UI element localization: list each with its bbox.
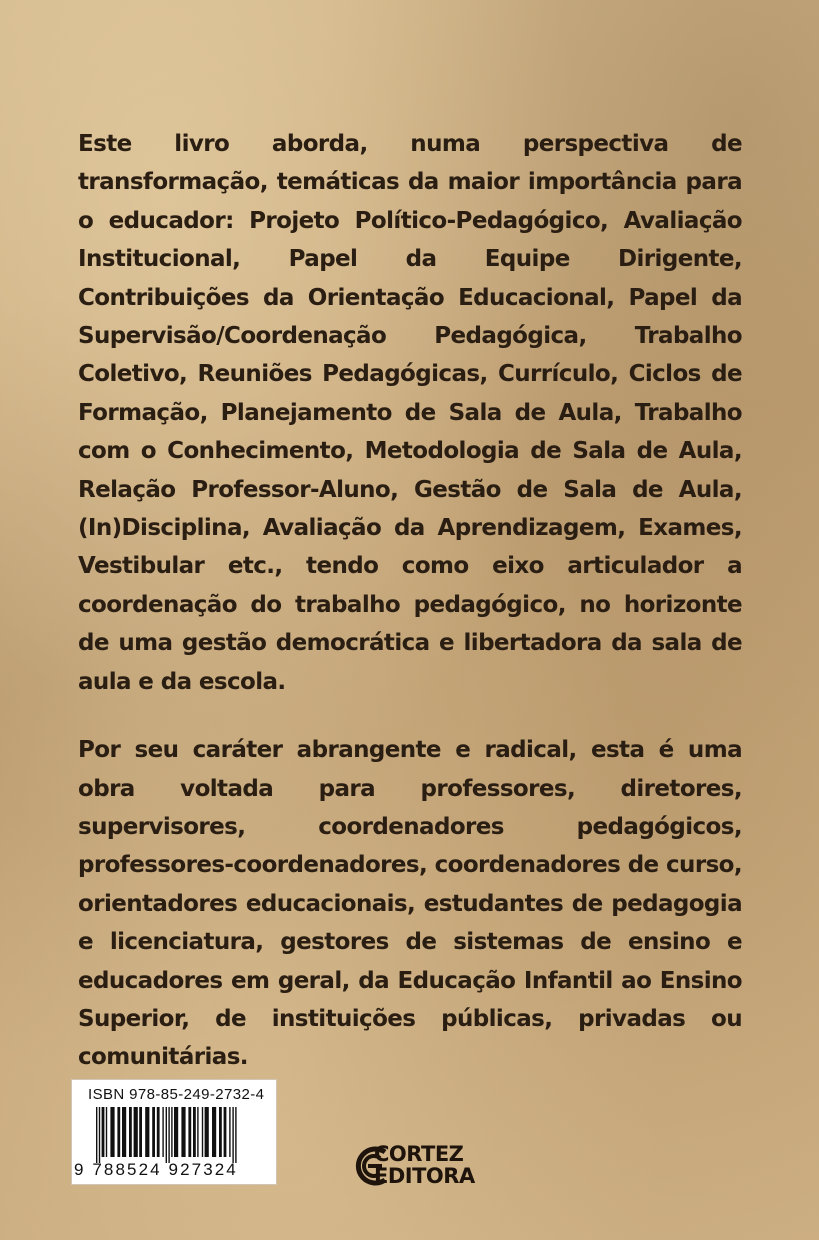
barcode bbox=[86, 1107, 264, 1163]
barcode-bar bbox=[232, 1107, 233, 1163]
barcode-bar bbox=[202, 1107, 203, 1157]
barcode-bar bbox=[99, 1107, 100, 1163]
barcode-bar bbox=[219, 1107, 222, 1157]
barcode-bar bbox=[106, 1107, 107, 1157]
barcode-bar bbox=[229, 1107, 230, 1157]
barcode-bar bbox=[171, 1107, 172, 1157]
barcode-bar bbox=[129, 1107, 132, 1157]
barcode-bar bbox=[110, 1107, 114, 1157]
barcode-bar bbox=[168, 1107, 169, 1163]
barcode-bar bbox=[197, 1107, 198, 1157]
barcode-bar bbox=[157, 1107, 160, 1157]
barcode-bar bbox=[174, 1107, 178, 1157]
barcode-bar bbox=[134, 1107, 138, 1157]
publisher-logo bbox=[352, 1143, 492, 1193]
blurb-paragraph-1: Este livro aborda, numa perspectiva de transformação, temáticas da maior importância para o educador: Projeto Político-Pedagógico, Avaliação Institucional, Papel da Equipe Dirigente, Contribuições da Orientação Educacional, Papel da Supervisão/Coordenação Pedagógica, Trabalho Coletivo, Reuniões Pedagógicas, Currículo, Ciclos de Formação, Planejamento de Sala de Aula, Trabalho com o Conhecimento, Metodologia de Sala de Aula, Relação Professor-Aluno, Gestão de Sala de Aula, (In)Disciplina, Avaliação da Aprendizagem, Exames, Vestibular etc., tendo como eixo articulador a coordenação do trabalho pedagógico, no horizonte de uma gestão democrática e libertadora da sala de aula e da escola. bbox=[78, 131, 742, 695]
isbn-label: ISBN 978-85-249-2732-4 bbox=[88, 1086, 265, 1103]
barcode-bar bbox=[152, 1107, 155, 1157]
barcode-bar bbox=[117, 1107, 120, 1157]
barcode-bar bbox=[212, 1107, 216, 1157]
barcode-bar bbox=[166, 1107, 167, 1163]
publisher-name-line-1: CORTEZ bbox=[374, 1142, 464, 1166]
barcode-bar bbox=[162, 1107, 163, 1157]
barcode-bar bbox=[235, 1107, 236, 1163]
barcode-bar bbox=[224, 1107, 227, 1157]
blurb-paragraph-2: Por seu caráter abrangente e radical, esta é uma obra voltada para professores, diretores, supervisores, coordenadores pedagógicos, professores-coordenadores, coordenadores de curso, orientadores educacionais, estudantes de pedagogia e licenciatura, gestores de sistemas de ensino e educadores em geral, da Educação Infantil ao Ensino Superior, de instituições públicas, privadas ou comunitárias. bbox=[78, 737, 742, 1071]
barcode-bar bbox=[145, 1107, 149, 1157]
barcode-bar bbox=[139, 1107, 142, 1157]
barcode-bar bbox=[181, 1107, 185, 1157]
barcode-bar bbox=[205, 1107, 209, 1157]
publisher-name-line-2: EDITORA bbox=[374, 1164, 475, 1188]
barcode-bar bbox=[102, 1107, 105, 1157]
blurb bbox=[78, 125, 742, 1077]
barcode-bar bbox=[188, 1107, 191, 1157]
barcode-bar bbox=[193, 1107, 196, 1157]
barcode-bar bbox=[96, 1107, 97, 1163]
isbn-barcode-box bbox=[71, 1079, 277, 1185]
barcode-bar bbox=[122, 1107, 126, 1157]
barcode-digits: 9 788524 927324 bbox=[74, 1160, 238, 1179]
